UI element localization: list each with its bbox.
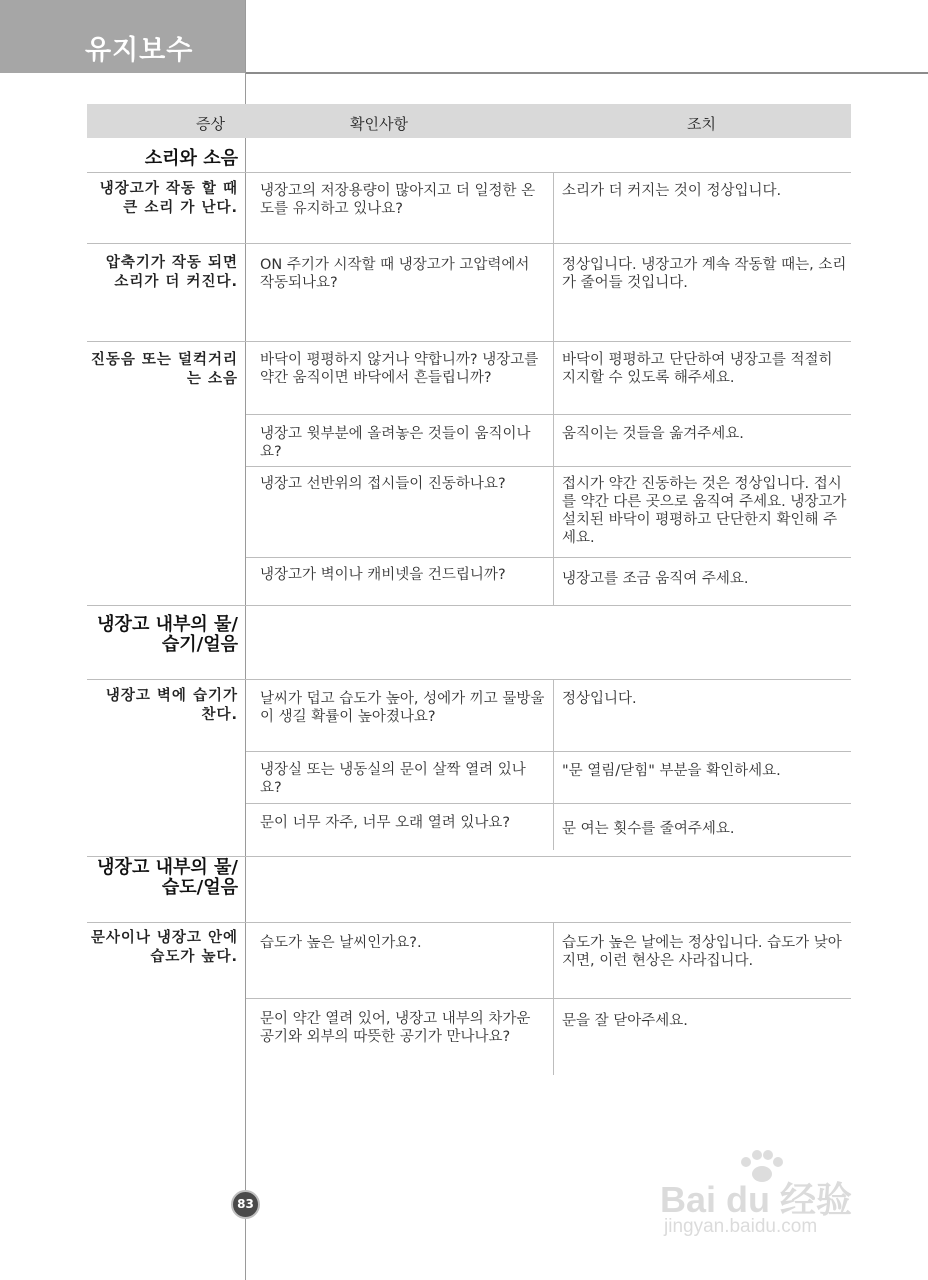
row-divider xyxy=(246,414,851,415)
symptom-label: 냉장고 벽에 습기가 찬다. xyxy=(105,688,238,723)
row-divider xyxy=(87,922,851,923)
action-text: 접시가 약간 진동하는 것은 정상입니다. 접시를 약간 다른 곳으로 움직여 주세요. 냉장고가 설치된 바닥이 평평하고 단단한지 확인해 주세요. xyxy=(562,476,847,546)
check-text: 문이 너무 자주, 너무 오래 열려 있나요? xyxy=(260,815,511,831)
action-text: 정상입니다. xyxy=(562,691,637,707)
column-divider xyxy=(553,173,554,243)
header-action: 조치 xyxy=(687,115,716,133)
check-text: 냉장고 윗부분에 올려놓은 것들이 움직이나요? xyxy=(260,426,531,460)
check-text: 습도가 높은 날씨인가요?. xyxy=(260,935,422,951)
row-divider xyxy=(87,243,851,244)
vertical-divider xyxy=(245,0,246,1280)
action-text: 습도가 높은 날에는 정상입니다. 습도가 낮아지면, 이런 현상은 사라집니다. xyxy=(562,935,842,969)
check-text: 냉장고 선반위의 접시들이 진동하나요? xyxy=(260,476,506,492)
check-text: ON 주기가 시작할 때 냉장고가 고압력에서 작동되나요? xyxy=(260,257,530,291)
row-divider xyxy=(246,751,851,752)
row-divider xyxy=(87,679,851,680)
check-text: 냉장고의 저장용량이 많아지고 더 일정한 온도를 유지하고 있나요? xyxy=(260,183,536,217)
action-text: 냉장고를 조금 움직여 주세요. xyxy=(562,571,749,587)
symptom-label: 진동음 또는 덜컥거리는 소음 xyxy=(90,352,238,387)
row-divider xyxy=(87,172,851,173)
symptom-label: 문사이나 냉장고 안에 습도가 높다. xyxy=(90,930,238,965)
symptom-label: 압축기가 작동 되면 소리가 더 커진다. xyxy=(105,255,238,290)
action-text: "문 열림/닫힘" 부분을 확인하세요. xyxy=(562,763,781,779)
section-title-label: 유지보수 xyxy=(85,35,194,66)
action-text: 소리가 더 커지는 것이 정상입니다. xyxy=(562,183,782,199)
header-symptom: 증상 xyxy=(196,115,225,133)
column-divider xyxy=(553,923,554,1075)
section-title: 냉장고 내부의 물/습도/얼음 xyxy=(97,857,238,898)
row-divider xyxy=(246,998,851,999)
row-divider xyxy=(246,557,851,558)
column-divider xyxy=(553,342,554,605)
row-divider xyxy=(87,605,851,606)
check-text: 냉장실 또는 냉동실의 문이 살짝 열려 있나요? xyxy=(260,762,526,796)
section-title: 소리와 소음 xyxy=(144,148,238,169)
action-text: 정상입니다. 냉장고가 계속 작동할 때는, 소리가 줄어들 것입니다. xyxy=(562,257,847,291)
column-divider xyxy=(553,244,554,341)
action-text: 문을 잘 닫아주세요. xyxy=(562,1013,688,1029)
check-text: 문이 약간 열려 있어, 냉장고 내부의 차가운 공기와 외부의 따뜻한 공기가 만나나요? xyxy=(260,1011,531,1045)
check-text: 바닥이 평평하지 않거나 약합니까? 냉장고를 약간 움직이면 바닥에서 흔들립니까? xyxy=(260,352,539,386)
top-rule xyxy=(246,72,928,74)
check-text: 냉장고가 벽이나 캐비넷을 건드립니까? xyxy=(260,567,506,583)
section-title: 냉장고 내부의 물/습기/얼음 xyxy=(97,614,238,655)
page-number-badge xyxy=(231,1190,260,1219)
watermark-brand: Bai du 经验 xyxy=(660,1179,853,1220)
action-text: 움직이는 것들을 옮겨주세요. xyxy=(562,426,744,442)
action-text: 바닥이 평평하고 단단하여 냉장고를 적절히 지지할 수 있도록 해주세요. xyxy=(562,352,833,386)
header-check: 확인사항 xyxy=(350,115,408,133)
action-text: 문 여는 횟수를 줄여주세요. xyxy=(562,821,735,837)
symptom-label: 냉장고가 작동 할 때 큰 소리 가 난다. xyxy=(99,181,238,216)
row-divider xyxy=(246,466,851,467)
row-divider xyxy=(246,803,851,804)
watermark-url: jingyan.baidu.com xyxy=(664,1216,818,1237)
row-divider xyxy=(87,341,851,342)
column-divider xyxy=(553,680,554,850)
check-text: 날씨가 덥고 습도가 높아, 성에가 끼고 물방울이 생길 확률이 높아졌나요? xyxy=(260,691,545,725)
page-number: 83 xyxy=(237,1197,254,1211)
watermark xyxy=(660,1150,880,1250)
